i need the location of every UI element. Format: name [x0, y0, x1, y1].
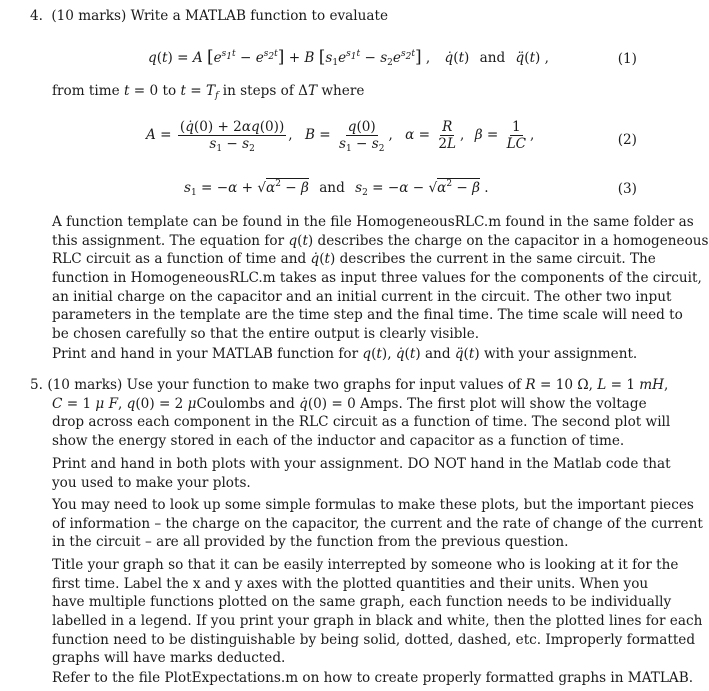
equation-1: q(t) = A $[e^{s_1t} - e^{s_2t}] + B$ $[s_1e^{s_1t} - s_2e^{s_2t}]$ , q̇(t) and q̈(t) ,	[148, 47, 549, 68]
eq1-label: (1)	[617, 51, 637, 67]
q5-paragraph-3: You may need to look up some simple formulas to make these plots, but the important pieces of information – the charge on the capacitor, the current and the rate of change of the current in the circuit – are all provided by the function from the previous question.	[52, 497, 703, 551]
range-line: from time t = 0 to $t = T_f$ in steps of ΔT where	[52, 83, 365, 101]
q4-number: 4.	[30, 8, 43, 24]
q5-paragraph-1: 5. (10 marks) Use your function to make two graphs for input values of R = 10 Ω, L = 1 mH, C = 1 μ F, q(0) = 2 μCoulombs and q̇(0) = 0 Amps. The first plot will show the voltage drop across each component in the RLC circuit as a function of time. The second plot will show the energy stored in each of the inductor and capacitor as a function of time.	[30, 377, 671, 450]
q5-paragraph-2: Print and hand in both plots with your assignment. DO NOT hand in the Matlab code that you used to make your plots.	[52, 456, 671, 491]
q5-paragraph-5: Refer to the file PlotExpectations.m on how to create properly formatted graphs in MATLAB.	[52, 670, 694, 686]
equation-2: A = $\frac{(q̇(0) + 2\alpha q(0))}{s_1 - s_2}$ , B = $\frac{q(0)}{s_1 - s_2}$ , α = $\frac{R}{2L}$ , β = $\frac{1}{LC}$ ,	[146, 119, 535, 154]
eq1-and: and	[479, 50, 506, 66]
q4-header	[30, 8, 388, 24]
equation-3: $s_1 = -\alpha + √\alpha^2 - \beta$ and $s_2 = -\alpha - √\alpha^2 - \beta$ .	[184, 179, 489, 198]
q4-paragraph-2: Print and hand in your MATLAB function for q(t), q̇(t) and q̈(t) with your assignment.	[52, 346, 638, 362]
q4-title: Write a MATLAB function to evaluate	[130, 8, 388, 24]
q4-marks: (10 marks)	[51, 8, 127, 24]
q5-paragraph-4: Title your graph so that it can be easily interrepted by someone who is looking at it for the first time. Label the x and y axes with the plotted quantities and their units. When you have multiple functions plotted on the same graph, each function needs to be individually labelled in a legend. If you print your graph in black and white, then the plotted lines for each function need to be distinguishable by being solid, dotted, dashed, etc. Improperly formatted graphs will have marks deducted.	[52, 557, 703, 667]
eq2-label: (2)	[617, 132, 637, 148]
q5-marks: (10 marks)	[47, 377, 123, 393]
q4-paragraph-1: A function template can be found in the file HomogeneousRLC.m found in the same folder as this assignment. The equation for q(t) describes the charge on the capacitor in a homogeneous RLC circuit as a function of time and q̇(t) describes the current in the same circuit. The function in HomogeneousRLC.m takes as input three values for the components of the circuit, an initial charge on the capacitor and an initial current in the circuit. The other two input parameters in the template are the time step and the final time. The time scale will need to be chosen carefully so that the entire output is clearly visible.	[52, 214, 709, 343]
q5-number: 5.	[30, 377, 43, 393]
eq3-label: (3)	[617, 181, 637, 197]
